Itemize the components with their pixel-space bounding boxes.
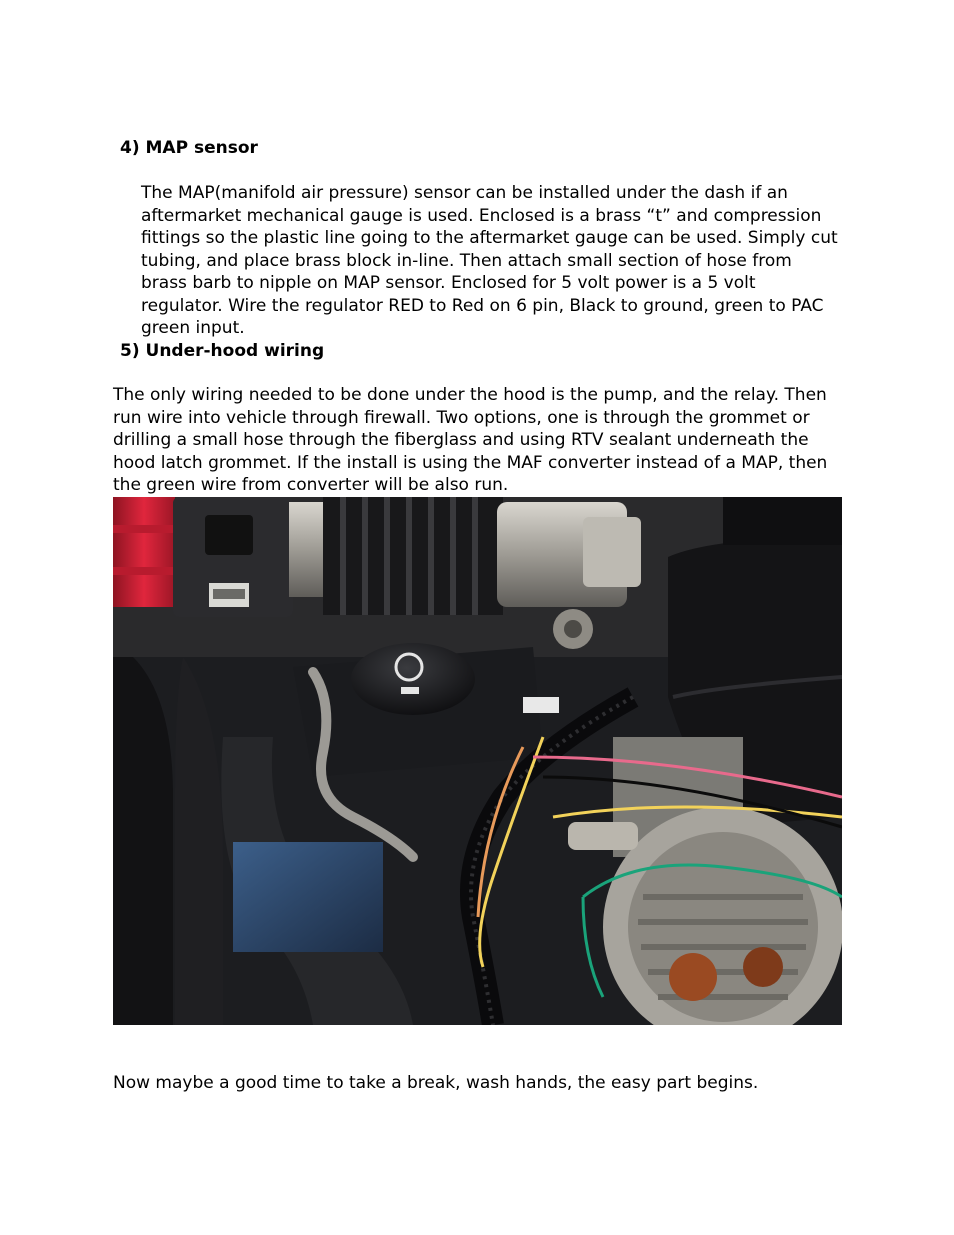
throttle-sensor bbox=[583, 517, 641, 587]
engine-bay-photo bbox=[113, 497, 842, 1025]
maf-connector bbox=[205, 515, 253, 555]
closing-text: Now maybe a good time to take a break, wash hands, the easy part begins. bbox=[113, 1073, 759, 1093]
red-hose-band-2 bbox=[113, 567, 175, 575]
top-right-grille bbox=[723, 497, 842, 545]
alternator-rim bbox=[628, 832, 818, 1022]
section-5-heading: 5) Under-hood wiring bbox=[120, 341, 325, 361]
cap-label bbox=[401, 687, 419, 694]
alternator-coil bbox=[669, 953, 717, 1001]
maf-label-barcode bbox=[213, 589, 245, 599]
wire-tag bbox=[523, 697, 559, 713]
throttle-bolt-inner bbox=[564, 620, 582, 638]
section-4-heading: 4) MAP sensor bbox=[120, 138, 258, 158]
section-4-body: The MAP(manifold air pressure) sensor can be installed under the dash if an aftermarket mechanical gauge is used. Enclosed is a brass “t” and compression fittings so the plastic line going to the aftermarket gauge can be used. Simply cut tubing, and place brass block in-line. Then attach small section of hose from brass barb to nipple on MAP sensor. Enclosed for 5 volt power is a 5 volt regulator. Wire the regulator RED to Red on 6 pin, Black to ground, green to PAC green input. bbox=[141, 183, 838, 338]
engine-block bbox=[233, 842, 383, 952]
red-hose-band bbox=[113, 525, 175, 533]
red-hose bbox=[113, 497, 175, 607]
section-5-body: The only wiring needed to be done under the hood is the pump, and the relay. Then run wire into vehicle through firewall. Two options, one is through the grommet or drilling a small hose through the fiberglass and using RTV sealant underneath the hood latch grommet. If the install is using the MAF converter instead of a MAP, then the green wire from converter will be also run. bbox=[113, 385, 828, 495]
alternator-coil-2 bbox=[743, 947, 783, 987]
bellows-ribs bbox=[343, 497, 475, 615]
alternator-stud bbox=[568, 822, 638, 850]
